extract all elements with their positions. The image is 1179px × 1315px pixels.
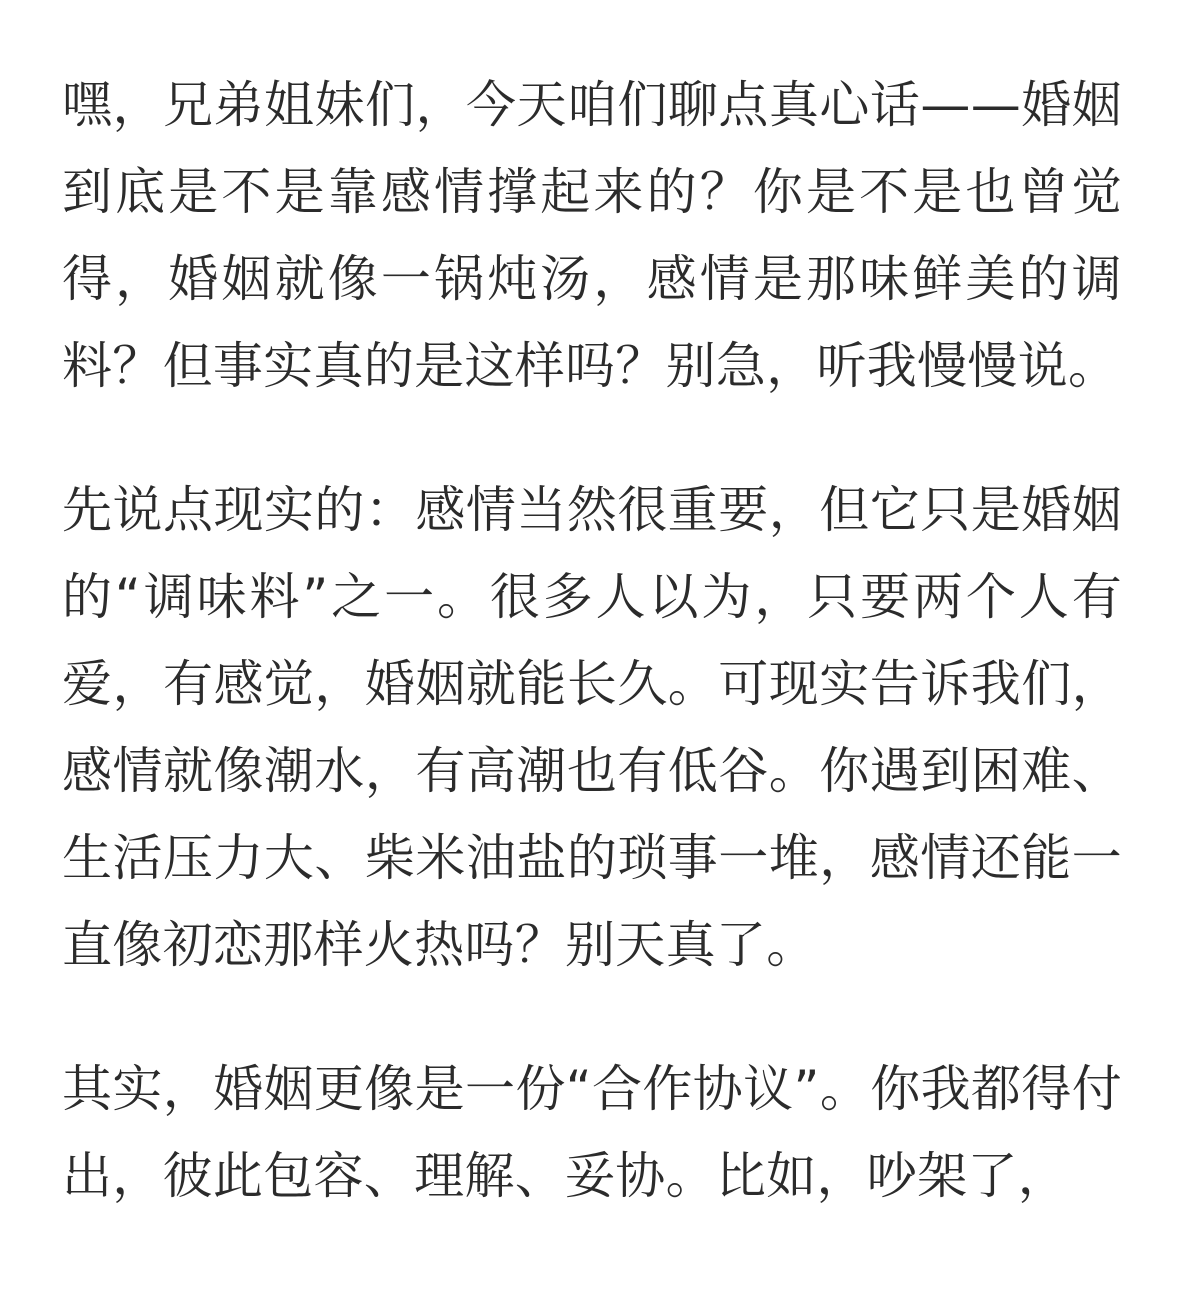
paragraph-reality: 先说点现实的：感情当然很重要，但它只是婚姻的“调味料”之一。很多人以为，只要两个人有爱，有感觉，婚姻就能长久。可现实告诉我们，感情就像潮水，有高潮也有低谷。你遇到困难、生活压力大、柴米油盐的琐事一堆，感情还能一直像初恋那样火热吗？别天真了。: [62, 481, 1122, 974]
article-body: [62, 62, 1122, 1277]
paragraph-intro: 嘿，兄弟姐妹们，今天咱们聊点真心话——婚姻到底是不是靠感情撑起来的？你是不是也曾觉得，婚姻就像一锅炖汤，感情是那味鲜美的调料？但事实真的是这样吗？别急，听我慢慢说。: [62, 76, 1122, 395]
paragraph-agreement: 其实，婚姻更像是一份“合作协议”。你我都得付出，彼此包容、理解、妥协。比如，吵架了，: [62, 1060, 1122, 1205]
